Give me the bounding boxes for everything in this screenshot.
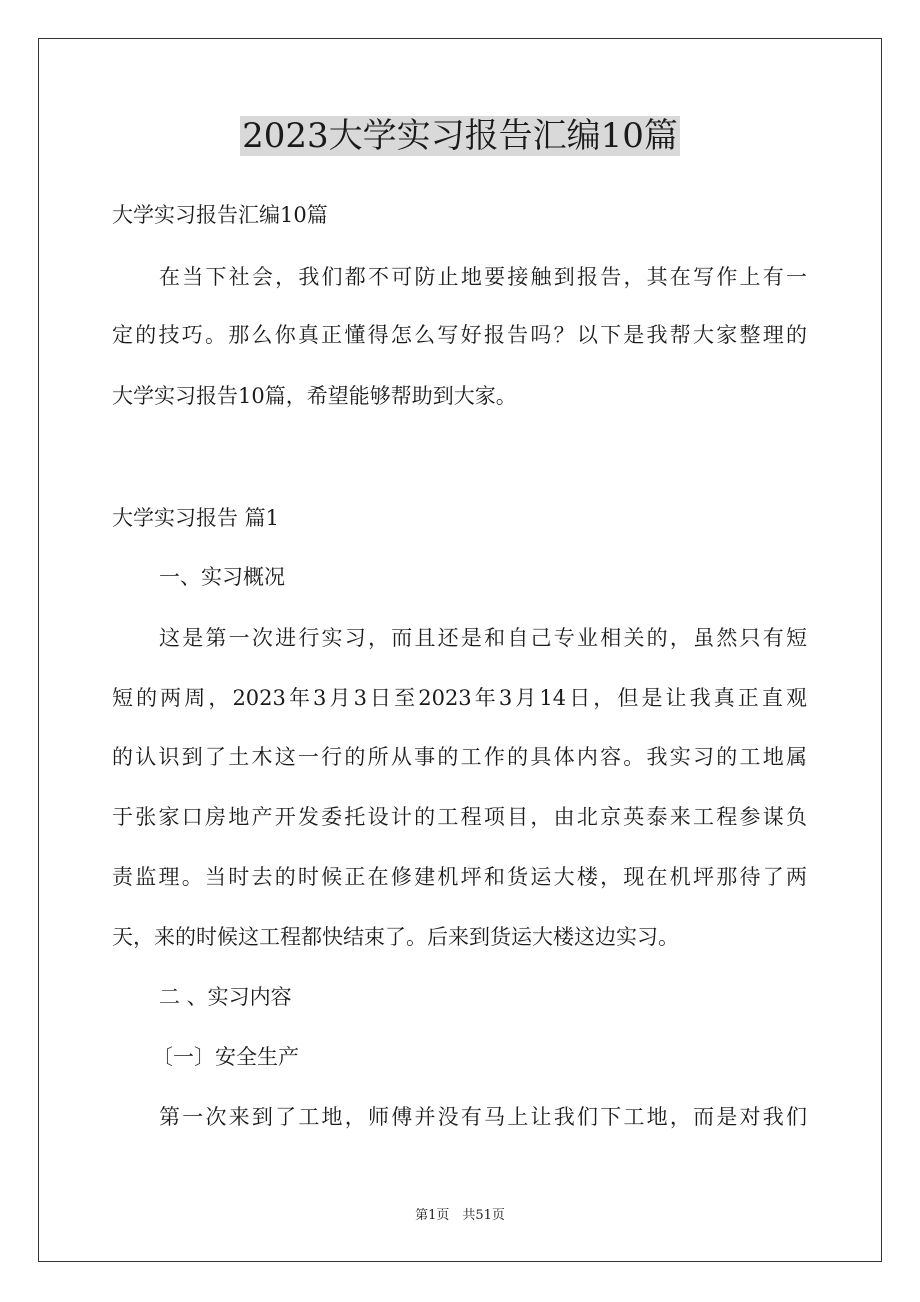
part2-sub-heading: 〔一〕安全生产 <box>152 1045 299 1069</box>
part2-heading: 二 、实习内容 <box>159 985 292 1009</box>
part1-line-5: 责监理。当时去的时候正在修建机坪和货运大楼，现在机坪那待了两 <box>112 865 807 889</box>
section-heading: 大学实习报告 篇1 <box>112 506 280 530</box>
page-footer: 第1页 共51页 <box>415 1208 505 1223</box>
intro-line-1: 在当下社会，我们都不可防止地要接触到报告，其在写作上有一 <box>159 265 807 289</box>
part1-line-1: 这是第一次进行实习，而且还是和自己专业相关的，虽然只有短 <box>159 626 807 650</box>
intro-line-3: 大学实习报告10篇，希望能够帮助到大家。 <box>112 384 517 408</box>
part2-line-1: 第一次来到了工地，师傅并没有马上让我们下工地，而是对我们 <box>159 1105 807 1129</box>
part1-line-4: 于张家口房地产开发委托设计的工程项目，由北京英泰来工程参谋负 <box>112 805 807 829</box>
part1-heading: 一、实习概况 <box>159 565 285 589</box>
document-subtitle: 大学实习报告汇编10篇 <box>112 203 328 227</box>
part1-line-3: 的认识到了土木这一行的所从事的工作的具体内容。我实习的工地属 <box>112 745 807 769</box>
part1-line-2: 短的两周，2023年3月3日至2023年3月14日，但是让我真正直观 <box>112 686 807 710</box>
document-title: 2023大学实习报告汇编10篇 <box>242 116 678 156</box>
part1-line-6: 天，来的时候这工程都快结束了。后来到货运大楼这边实习。 <box>112 925 679 949</box>
intro-line-2: 定的技巧。那么你真正懂得怎么写好报告吗？以下是我帮大家整理的 <box>112 323 807 347</box>
